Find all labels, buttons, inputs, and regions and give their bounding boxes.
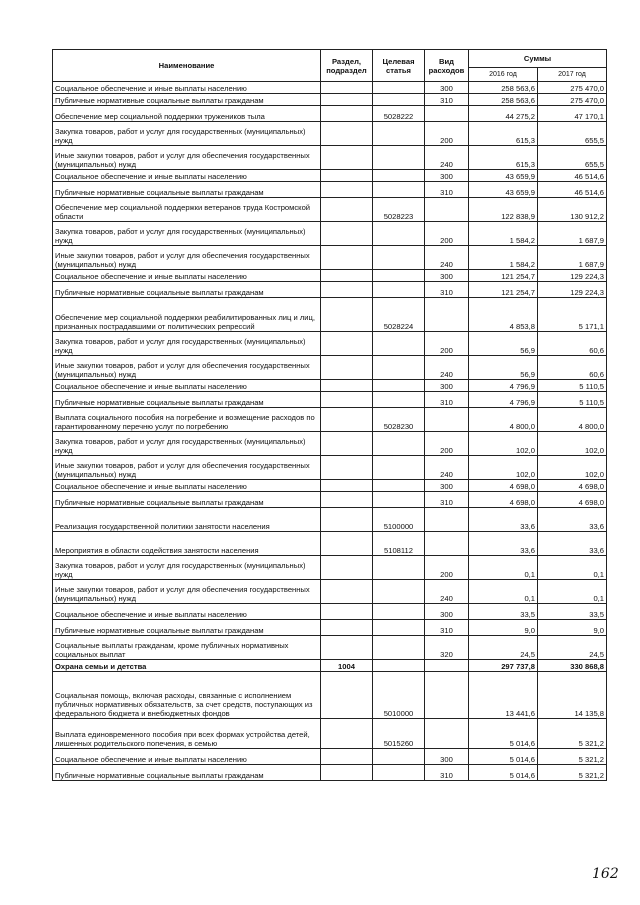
row-2016-cell: 1 584,2 bbox=[469, 222, 538, 246]
row-name-cell: Иные закупки товаров, работ и услуг для обеспечения государственных (муниципальных) нужд bbox=[53, 356, 321, 380]
row-name-cell: Иные закупки товаров, работ и услуг для обеспечения государственных (муниципальных) нужд bbox=[53, 580, 321, 604]
row-name-cell: Выплата социального пособия на погребение и возмещение расходов по гарантированному перечню услуг по погребению bbox=[53, 408, 321, 432]
row-target-cell bbox=[373, 604, 425, 620]
row-2016-cell: 121 254,7 bbox=[469, 270, 538, 282]
row-kind-cell bbox=[425, 660, 469, 672]
row-target-cell: 5010000 bbox=[373, 672, 425, 719]
row-2016-cell: 0,1 bbox=[469, 580, 538, 604]
table-row bbox=[53, 556, 607, 580]
row-target-cell: 5108112 bbox=[373, 532, 425, 556]
row-target-cell: 5015260 bbox=[373, 719, 425, 749]
row-kind-cell: 300 bbox=[425, 82, 469, 94]
row-name-cell: Обеспечение мер социальной поддержки реабилитированных лиц и лиц, признанных пострадавшими от политических репрессий bbox=[53, 298, 321, 332]
table-row bbox=[53, 298, 607, 332]
row-name-cell: Иные закупки товаров, работ и услуг для обеспечения государственных (муниципальных) нужд bbox=[53, 456, 321, 480]
row-2017-cell: 46 514,6 bbox=[538, 170, 607, 182]
row-2016-cell: 121 254,7 bbox=[469, 282, 538, 298]
row-section-cell bbox=[321, 556, 373, 580]
row-2016-cell: 297 737,8 bbox=[469, 660, 538, 672]
row-2017-cell: 1 687,9 bbox=[538, 222, 607, 246]
row-section-cell bbox=[321, 392, 373, 408]
row-section-cell bbox=[321, 432, 373, 456]
row-target-cell bbox=[373, 222, 425, 246]
row-2016-cell: 615,3 bbox=[469, 122, 538, 146]
row-name-cell: Социальное обеспечение и иные выплаты населению bbox=[53, 380, 321, 392]
row-target-cell bbox=[373, 432, 425, 456]
row-kind-cell: 200 bbox=[425, 122, 469, 146]
row-2016-cell: 4 796,9 bbox=[469, 392, 538, 408]
row-section-cell bbox=[321, 620, 373, 636]
row-2017-cell: 60,6 bbox=[538, 332, 607, 356]
row-target-cell bbox=[373, 480, 425, 492]
row-name-cell: Закупка товаров, работ и услуг для государственных (муниципальных) нужд bbox=[53, 222, 321, 246]
row-kind-cell: 310 bbox=[425, 392, 469, 408]
row-2017-cell: 60,6 bbox=[538, 356, 607, 380]
row-2017-cell: 0,1 bbox=[538, 580, 607, 604]
row-2016-cell: 44 275,2 bbox=[469, 106, 538, 122]
budget-table-sheet bbox=[52, 49, 606, 781]
row-2016-cell: 56,9 bbox=[469, 332, 538, 356]
header-2016: 2016 год bbox=[469, 68, 538, 82]
row-section-cell bbox=[321, 356, 373, 380]
table-row bbox=[53, 765, 607, 781]
row-2016-cell: 258 563,6 bbox=[469, 94, 538, 106]
row-2017-cell: 4 800,0 bbox=[538, 408, 607, 432]
row-target-cell bbox=[373, 456, 425, 480]
row-section-cell bbox=[321, 106, 373, 122]
row-section-cell bbox=[321, 82, 373, 94]
row-2017-cell: 4 698,0 bbox=[538, 492, 607, 508]
row-section-cell bbox=[321, 480, 373, 492]
table-row bbox=[53, 106, 607, 122]
row-kind-cell bbox=[425, 106, 469, 122]
row-2016-cell: 4 698,0 bbox=[469, 480, 538, 492]
row-section-cell bbox=[321, 749, 373, 765]
row-2016-cell: 13 441,6 bbox=[469, 672, 538, 719]
row-2016-cell: 4 853,8 bbox=[469, 298, 538, 332]
row-2017-cell: 275 470,0 bbox=[538, 82, 607, 94]
row-name-cell: Публичные нормативные социальные выплаты гражданам bbox=[53, 765, 321, 781]
table-row bbox=[53, 508, 607, 532]
row-target-cell bbox=[373, 636, 425, 660]
row-target-cell bbox=[373, 380, 425, 392]
row-name-cell: Реализация государственной политики занятости населения bbox=[53, 508, 321, 532]
row-kind-cell bbox=[425, 408, 469, 432]
row-2016-cell: 5 014,6 bbox=[469, 719, 538, 749]
row-target-cell bbox=[373, 356, 425, 380]
row-2016-cell: 5 014,6 bbox=[469, 749, 538, 765]
table-row bbox=[53, 604, 607, 620]
row-2017-cell: 5 171,1 bbox=[538, 298, 607, 332]
table-body bbox=[53, 82, 607, 781]
row-name-cell: Социальное обеспечение и иные выплаты населению bbox=[53, 749, 321, 765]
row-kind-cell bbox=[425, 298, 469, 332]
budget-table bbox=[52, 49, 607, 781]
row-2016-cell: 43 659,9 bbox=[469, 182, 538, 198]
row-target-cell: 5028230 bbox=[373, 408, 425, 432]
row-target-cell bbox=[373, 146, 425, 170]
table-row bbox=[53, 356, 607, 380]
table-row bbox=[53, 432, 607, 456]
row-name-cell: Иные закупки товаров, работ и услуг для обеспечения государственных (муниципальных) нужд bbox=[53, 146, 321, 170]
row-2017-cell: 655,5 bbox=[538, 146, 607, 170]
row-target-cell bbox=[373, 282, 425, 298]
row-section-cell bbox=[321, 672, 373, 719]
row-2017-cell: 4 698,0 bbox=[538, 480, 607, 492]
row-kind-cell: 310 bbox=[425, 620, 469, 636]
row-kind-cell: 310 bbox=[425, 765, 469, 781]
table-row bbox=[53, 146, 607, 170]
row-section-cell bbox=[321, 532, 373, 556]
row-name-cell: Обеспечение мер социальной поддержки ветеранов труда Костромской области bbox=[53, 198, 321, 222]
row-target-cell bbox=[373, 270, 425, 282]
row-target-cell bbox=[373, 492, 425, 508]
row-name-cell: Иные закупки товаров, работ и услуг для обеспечения государственных (муниципальных) нужд bbox=[53, 246, 321, 270]
row-2016-cell: 43 659,9 bbox=[469, 170, 538, 182]
table-row bbox=[53, 492, 607, 508]
row-name-cell: Социальная помощь, включая расходы, связанные с исполнением публичных нормативных обязательств, за счет средств, поступающих из федерального бюджета и внебюджетных фондов bbox=[53, 672, 321, 719]
row-name-cell: Закупка товаров, работ и услуг для государственных (муниципальных) нужд bbox=[53, 432, 321, 456]
table-row bbox=[53, 270, 607, 282]
row-kind-cell bbox=[425, 508, 469, 532]
row-name-cell: Закупка товаров, работ и услуг для государственных (муниципальных) нужд bbox=[53, 332, 321, 356]
row-target-cell bbox=[373, 749, 425, 765]
row-target-cell bbox=[373, 765, 425, 781]
row-2017-cell: 33,5 bbox=[538, 604, 607, 620]
row-2016-cell: 102,0 bbox=[469, 432, 538, 456]
table-row bbox=[53, 480, 607, 492]
row-name-cell: Выплата единовременного пособия при всех формах устройства детей, лишенных родительского попечения, в семью bbox=[53, 719, 321, 749]
row-section-cell bbox=[321, 182, 373, 198]
row-name-cell: Мероприятия в области содействия занятости населения bbox=[53, 532, 321, 556]
table-row bbox=[53, 122, 607, 146]
row-2016-cell: 24,5 bbox=[469, 636, 538, 660]
row-kind-cell: 200 bbox=[425, 556, 469, 580]
row-name-cell: Публичные нормативные социальные выплаты гражданам bbox=[53, 620, 321, 636]
page-number: 162 bbox=[592, 866, 619, 882]
row-section-cell bbox=[321, 270, 373, 282]
row-name-cell: Социальные выплаты гражданам, кроме публичных нормативных социальных выплат bbox=[53, 636, 321, 660]
row-target-cell bbox=[373, 580, 425, 604]
table-row bbox=[53, 170, 607, 182]
row-target-cell bbox=[373, 660, 425, 672]
row-2016-cell: 102,0 bbox=[469, 456, 538, 480]
row-target-cell bbox=[373, 182, 425, 198]
table-row bbox=[53, 392, 607, 408]
row-section-cell bbox=[321, 332, 373, 356]
row-2016-cell: 33,6 bbox=[469, 532, 538, 556]
row-kind-cell: 310 bbox=[425, 182, 469, 198]
row-name-cell: Закупка товаров, работ и услуг для государственных (муниципальных) нужд bbox=[53, 556, 321, 580]
row-kind-cell: 240 bbox=[425, 580, 469, 604]
table-row bbox=[53, 636, 607, 660]
row-name-cell: Социальное обеспечение и иные выплаты населению bbox=[53, 270, 321, 282]
row-target-cell bbox=[373, 556, 425, 580]
row-target-cell bbox=[373, 82, 425, 94]
table-row bbox=[53, 408, 607, 432]
row-target-cell bbox=[373, 122, 425, 146]
table-row bbox=[53, 246, 607, 270]
row-name-cell: Закупка товаров, работ и услуг для государственных (муниципальных) нужд bbox=[53, 122, 321, 146]
row-name-cell: Публичные нормативные социальные выплаты гражданам bbox=[53, 282, 321, 298]
row-section-cell bbox=[321, 198, 373, 222]
row-name-cell: Социальное обеспечение и иные выплаты населению bbox=[53, 170, 321, 182]
row-2017-cell: 129 224,3 bbox=[538, 282, 607, 298]
row-kind-cell: 310 bbox=[425, 492, 469, 508]
row-kind-cell bbox=[425, 672, 469, 719]
table-row bbox=[53, 719, 607, 749]
row-section-cell bbox=[321, 508, 373, 532]
row-kind-cell: 240 bbox=[425, 456, 469, 480]
row-target-cell bbox=[373, 332, 425, 356]
row-section-cell bbox=[321, 604, 373, 620]
row-name-cell: Публичные нормативные социальные выплаты гражданам bbox=[53, 182, 321, 198]
row-name-cell: Обеспечение мер социальной поддержки тружеников тыла bbox=[53, 106, 321, 122]
table-row bbox=[53, 182, 607, 198]
row-2016-cell: 0,1 bbox=[469, 556, 538, 580]
row-target-cell bbox=[373, 94, 425, 106]
row-target-cell: 5028223 bbox=[373, 198, 425, 222]
table-row bbox=[53, 82, 607, 94]
row-section-cell bbox=[321, 492, 373, 508]
row-2016-cell: 33,5 bbox=[469, 604, 538, 620]
row-target-cell: 5100000 bbox=[373, 508, 425, 532]
row-target-cell bbox=[373, 170, 425, 182]
row-section-cell bbox=[321, 246, 373, 270]
header-target: Целевая статья bbox=[373, 50, 425, 82]
header-sums: Суммы bbox=[469, 50, 607, 68]
row-2017-cell: 129 224,3 bbox=[538, 270, 607, 282]
row-2017-cell: 0,1 bbox=[538, 556, 607, 580]
table-row bbox=[53, 332, 607, 356]
row-2016-cell: 9,0 bbox=[469, 620, 538, 636]
row-target-cell bbox=[373, 246, 425, 270]
row-2016-cell: 4 796,9 bbox=[469, 380, 538, 392]
row-section-cell bbox=[321, 170, 373, 182]
table-row bbox=[53, 282, 607, 298]
row-name-cell: Охрана семьи и детства bbox=[53, 660, 321, 672]
row-2016-cell: 33,6 bbox=[469, 508, 538, 532]
table-row bbox=[53, 660, 607, 672]
row-section-cell bbox=[321, 408, 373, 432]
table-row bbox=[53, 380, 607, 392]
row-2017-cell: 46 514,6 bbox=[538, 182, 607, 198]
row-target-cell bbox=[373, 620, 425, 636]
row-2017-cell: 330 868,8 bbox=[538, 660, 607, 672]
row-2017-cell: 5 110,5 bbox=[538, 392, 607, 408]
row-target-cell: 5028222 bbox=[373, 106, 425, 122]
row-target-cell: 5028224 bbox=[373, 298, 425, 332]
header-name: Наименование bbox=[53, 50, 321, 82]
header-kind: Вид расходов bbox=[425, 50, 469, 82]
table-header bbox=[53, 50, 607, 82]
row-2017-cell: 102,0 bbox=[538, 456, 607, 480]
row-2016-cell: 258 563,6 bbox=[469, 82, 538, 94]
row-target-cell bbox=[373, 392, 425, 408]
row-section-cell bbox=[321, 765, 373, 781]
row-section-cell bbox=[321, 222, 373, 246]
row-2017-cell: 102,0 bbox=[538, 432, 607, 456]
row-name-cell: Социальное обеспечение и иные выплаты населению bbox=[53, 604, 321, 620]
table-row bbox=[53, 456, 607, 480]
row-kind-cell: 240 bbox=[425, 246, 469, 270]
row-2017-cell: 5 110,5 bbox=[538, 380, 607, 392]
row-section-cell bbox=[321, 282, 373, 298]
row-2017-cell: 655,5 bbox=[538, 122, 607, 146]
row-section-cell bbox=[321, 122, 373, 146]
row-kind-cell: 300 bbox=[425, 749, 469, 765]
header-section: Раздел, подраздел bbox=[321, 50, 373, 82]
row-name-cell: Публичные нормативные социальные выплаты гражданам bbox=[53, 492, 321, 508]
header-2017: 2017 год bbox=[538, 68, 607, 82]
row-section-cell bbox=[321, 146, 373, 170]
row-2017-cell: 5 321,2 bbox=[538, 749, 607, 765]
row-kind-cell bbox=[425, 198, 469, 222]
row-kind-cell: 240 bbox=[425, 146, 469, 170]
row-kind-cell: 240 bbox=[425, 356, 469, 380]
table-row bbox=[53, 672, 607, 719]
row-section-cell bbox=[321, 636, 373, 660]
row-kind-cell: 300 bbox=[425, 380, 469, 392]
row-2016-cell: 1 584,2 bbox=[469, 246, 538, 270]
row-kind-cell: 200 bbox=[425, 332, 469, 356]
row-name-cell: Социальное обеспечение и иные выплаты населению bbox=[53, 82, 321, 94]
row-2017-cell: 1 687,9 bbox=[538, 246, 607, 270]
row-kind-cell: 310 bbox=[425, 282, 469, 298]
row-2017-cell: 5 321,2 bbox=[538, 765, 607, 781]
row-kind-cell bbox=[425, 532, 469, 556]
table-row bbox=[53, 198, 607, 222]
row-name-cell: Социальное обеспечение и иные выплаты населению bbox=[53, 480, 321, 492]
row-2016-cell: 122 838,9 bbox=[469, 198, 538, 222]
row-2016-cell: 5 014,6 bbox=[469, 765, 538, 781]
row-2016-cell: 4 800,0 bbox=[469, 408, 538, 432]
row-2017-cell: 33,6 bbox=[538, 532, 607, 556]
row-2017-cell: 24,5 bbox=[538, 636, 607, 660]
row-section-cell bbox=[321, 298, 373, 332]
table-row bbox=[53, 222, 607, 246]
row-name-cell: Публичные нормативные социальные выплаты гражданам bbox=[53, 392, 321, 408]
row-kind-cell: 300 bbox=[425, 270, 469, 282]
row-2017-cell: 47 170,1 bbox=[538, 106, 607, 122]
table-row bbox=[53, 580, 607, 604]
row-kind-cell: 310 bbox=[425, 94, 469, 106]
row-section-cell: 1004 bbox=[321, 660, 373, 672]
row-section-cell bbox=[321, 94, 373, 106]
table-row bbox=[53, 94, 607, 106]
row-section-cell bbox=[321, 380, 373, 392]
row-kind-cell: 300 bbox=[425, 480, 469, 492]
row-kind-cell: 200 bbox=[425, 222, 469, 246]
table-row bbox=[53, 532, 607, 556]
row-kind-cell: 300 bbox=[425, 604, 469, 620]
row-2017-cell: 130 912,2 bbox=[538, 198, 607, 222]
row-kind-cell: 200 bbox=[425, 432, 469, 456]
row-kind-cell bbox=[425, 719, 469, 749]
row-2017-cell: 275 470,0 bbox=[538, 94, 607, 106]
row-2016-cell: 56,9 bbox=[469, 356, 538, 380]
row-section-cell bbox=[321, 580, 373, 604]
row-kind-cell: 300 bbox=[425, 170, 469, 182]
row-section-cell bbox=[321, 456, 373, 480]
row-2017-cell: 33,6 bbox=[538, 508, 607, 532]
row-kind-cell: 320 bbox=[425, 636, 469, 660]
table-row bbox=[53, 749, 607, 765]
row-2017-cell: 9,0 bbox=[538, 620, 607, 636]
row-2017-cell: 5 321,2 bbox=[538, 719, 607, 749]
table-row bbox=[53, 620, 607, 636]
row-section-cell bbox=[321, 719, 373, 749]
row-2017-cell: 14 135,8 bbox=[538, 672, 607, 719]
row-name-cell: Публичные нормативные социальные выплаты гражданам bbox=[53, 94, 321, 106]
row-2016-cell: 615,3 bbox=[469, 146, 538, 170]
row-2016-cell: 4 698,0 bbox=[469, 492, 538, 508]
